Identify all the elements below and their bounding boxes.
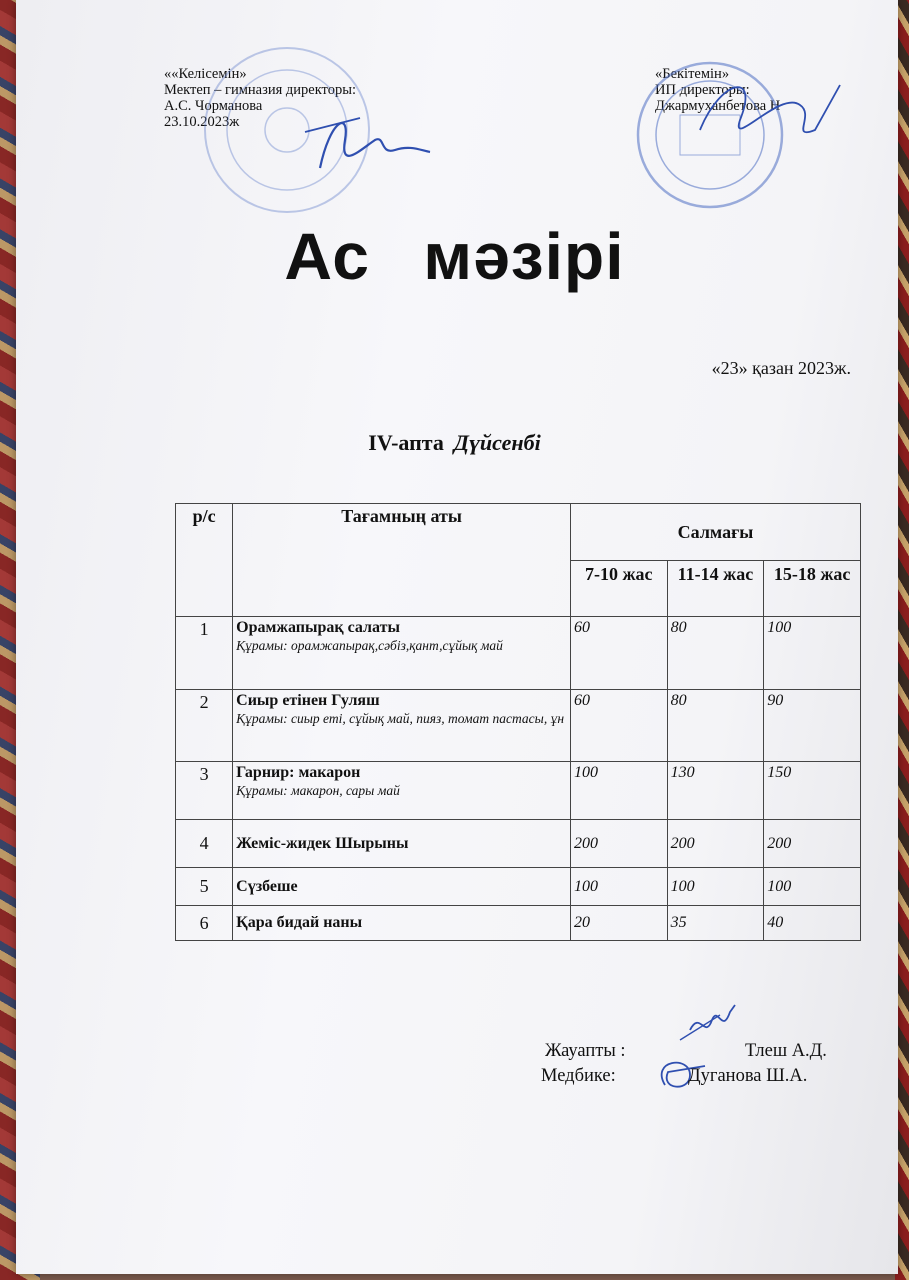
week-day-heading [0, 430, 909, 456]
approval-label: «Бекітемін» [655, 66, 730, 82]
page-title: Ас мәзірі [284, 219, 625, 293]
responsible-name: Тлеш А.Д. [745, 1041, 827, 1061]
weight-7-10: 60 [570, 690, 667, 762]
approval-label: ««Келісемін» [164, 66, 247, 82]
weight-11-14: 80 [667, 617, 764, 690]
stamp-right [638, 63, 782, 207]
col-weight-header: Салмағы [570, 504, 860, 561]
week-label: IV-апта [368, 430, 444, 455]
row-num: 2 [176, 690, 233, 762]
weight-7-10: 20 [570, 906, 667, 941]
weight-11-14: 35 [667, 906, 764, 941]
table-row [176, 906, 861, 941]
weight-11-14: 130 [667, 762, 764, 820]
table-row [176, 868, 861, 906]
weight-15-18: 150 [764, 762, 861, 820]
dish-composition: Құрамы: сиыр еті, сұйық май, пияз, томат пастасы, ұн [236, 711, 565, 726]
weight-15-18: 40 [764, 906, 861, 941]
row-num: 6 [176, 906, 233, 941]
dish-cell [233, 868, 571, 906]
dish-cell [233, 820, 571, 868]
dish-name: Гарнир: макарон [236, 764, 361, 781]
weight-15-18: 200 [764, 820, 861, 868]
dish-composition: Құрамы: орамжапырақ,сәбіз,қант,сұйық май [236, 638, 503, 653]
weight-11-14: 100 [667, 868, 764, 906]
dish-name: Сүзбеше [236, 877, 298, 895]
age-header: 15-18 жас [764, 561, 861, 617]
row-num: 1 [176, 617, 233, 690]
dish-cell [233, 617, 571, 690]
dish-cell [233, 762, 571, 820]
day-label: Дүйсенбі [453, 430, 541, 455]
row-num: 5 [176, 868, 233, 906]
approver-name: А.С. Чорманова [164, 98, 263, 114]
nurse-label: Медбике: [541, 1066, 616, 1086]
weight-11-14: 80 [667, 690, 764, 762]
weight-7-10: 100 [570, 762, 667, 820]
weight-7-10: 60 [570, 617, 667, 690]
table-row [176, 762, 861, 820]
weight-15-18: 100 [764, 617, 861, 690]
col-num-header: р/с [176, 504, 233, 617]
row-num: 4 [176, 820, 233, 868]
weight-7-10: 200 [570, 820, 667, 868]
approver-position: ИП директоры: [655, 82, 750, 98]
age-header: 11-14 жас [667, 561, 764, 617]
table-row [176, 617, 861, 690]
menu-date: «23» қазан 2023ж. [711, 358, 851, 378]
dish-name: Жеміс-жидек Шырыны [236, 834, 409, 852]
stamp-left [205, 48, 369, 212]
dish-name: Қара бидай наны [236, 914, 363, 931]
weight-15-18: 100 [764, 868, 861, 906]
weight-7-10: 100 [570, 868, 667, 906]
row-num: 3 [176, 762, 233, 820]
table-header-row [176, 504, 861, 561]
dish-name: Орамжапырақ салаты [236, 619, 400, 636]
weight-15-18: 90 [764, 690, 861, 762]
table-row [176, 690, 861, 762]
responsible-label: Жауапты : [545, 1041, 626, 1061]
age-header: 7-10 жас [570, 561, 667, 617]
dish-name: Сиыр етінен Гуляш [236, 692, 380, 709]
menu-table [175, 503, 861, 941]
approver-name: Джармуханбетова Н [655, 98, 781, 114]
table-row [176, 820, 861, 868]
signature-responsible [690, 1005, 735, 1030]
weight-11-14: 200 [667, 820, 764, 868]
signature-right [700, 85, 840, 132]
dish-composition: Құрамы: макарон, сары май [236, 783, 400, 798]
nurse-name: Дуганова Ш.А. [688, 1066, 808, 1086]
signature-left [320, 123, 430, 168]
approver-position: Мектеп – гимназия директоры: [164, 82, 356, 98]
dish-cell [233, 906, 571, 941]
dish-cell [233, 690, 571, 762]
col-name-header: Тағамның аты [233, 504, 571, 617]
approval-date: 23.10.2023ж [164, 114, 240, 130]
